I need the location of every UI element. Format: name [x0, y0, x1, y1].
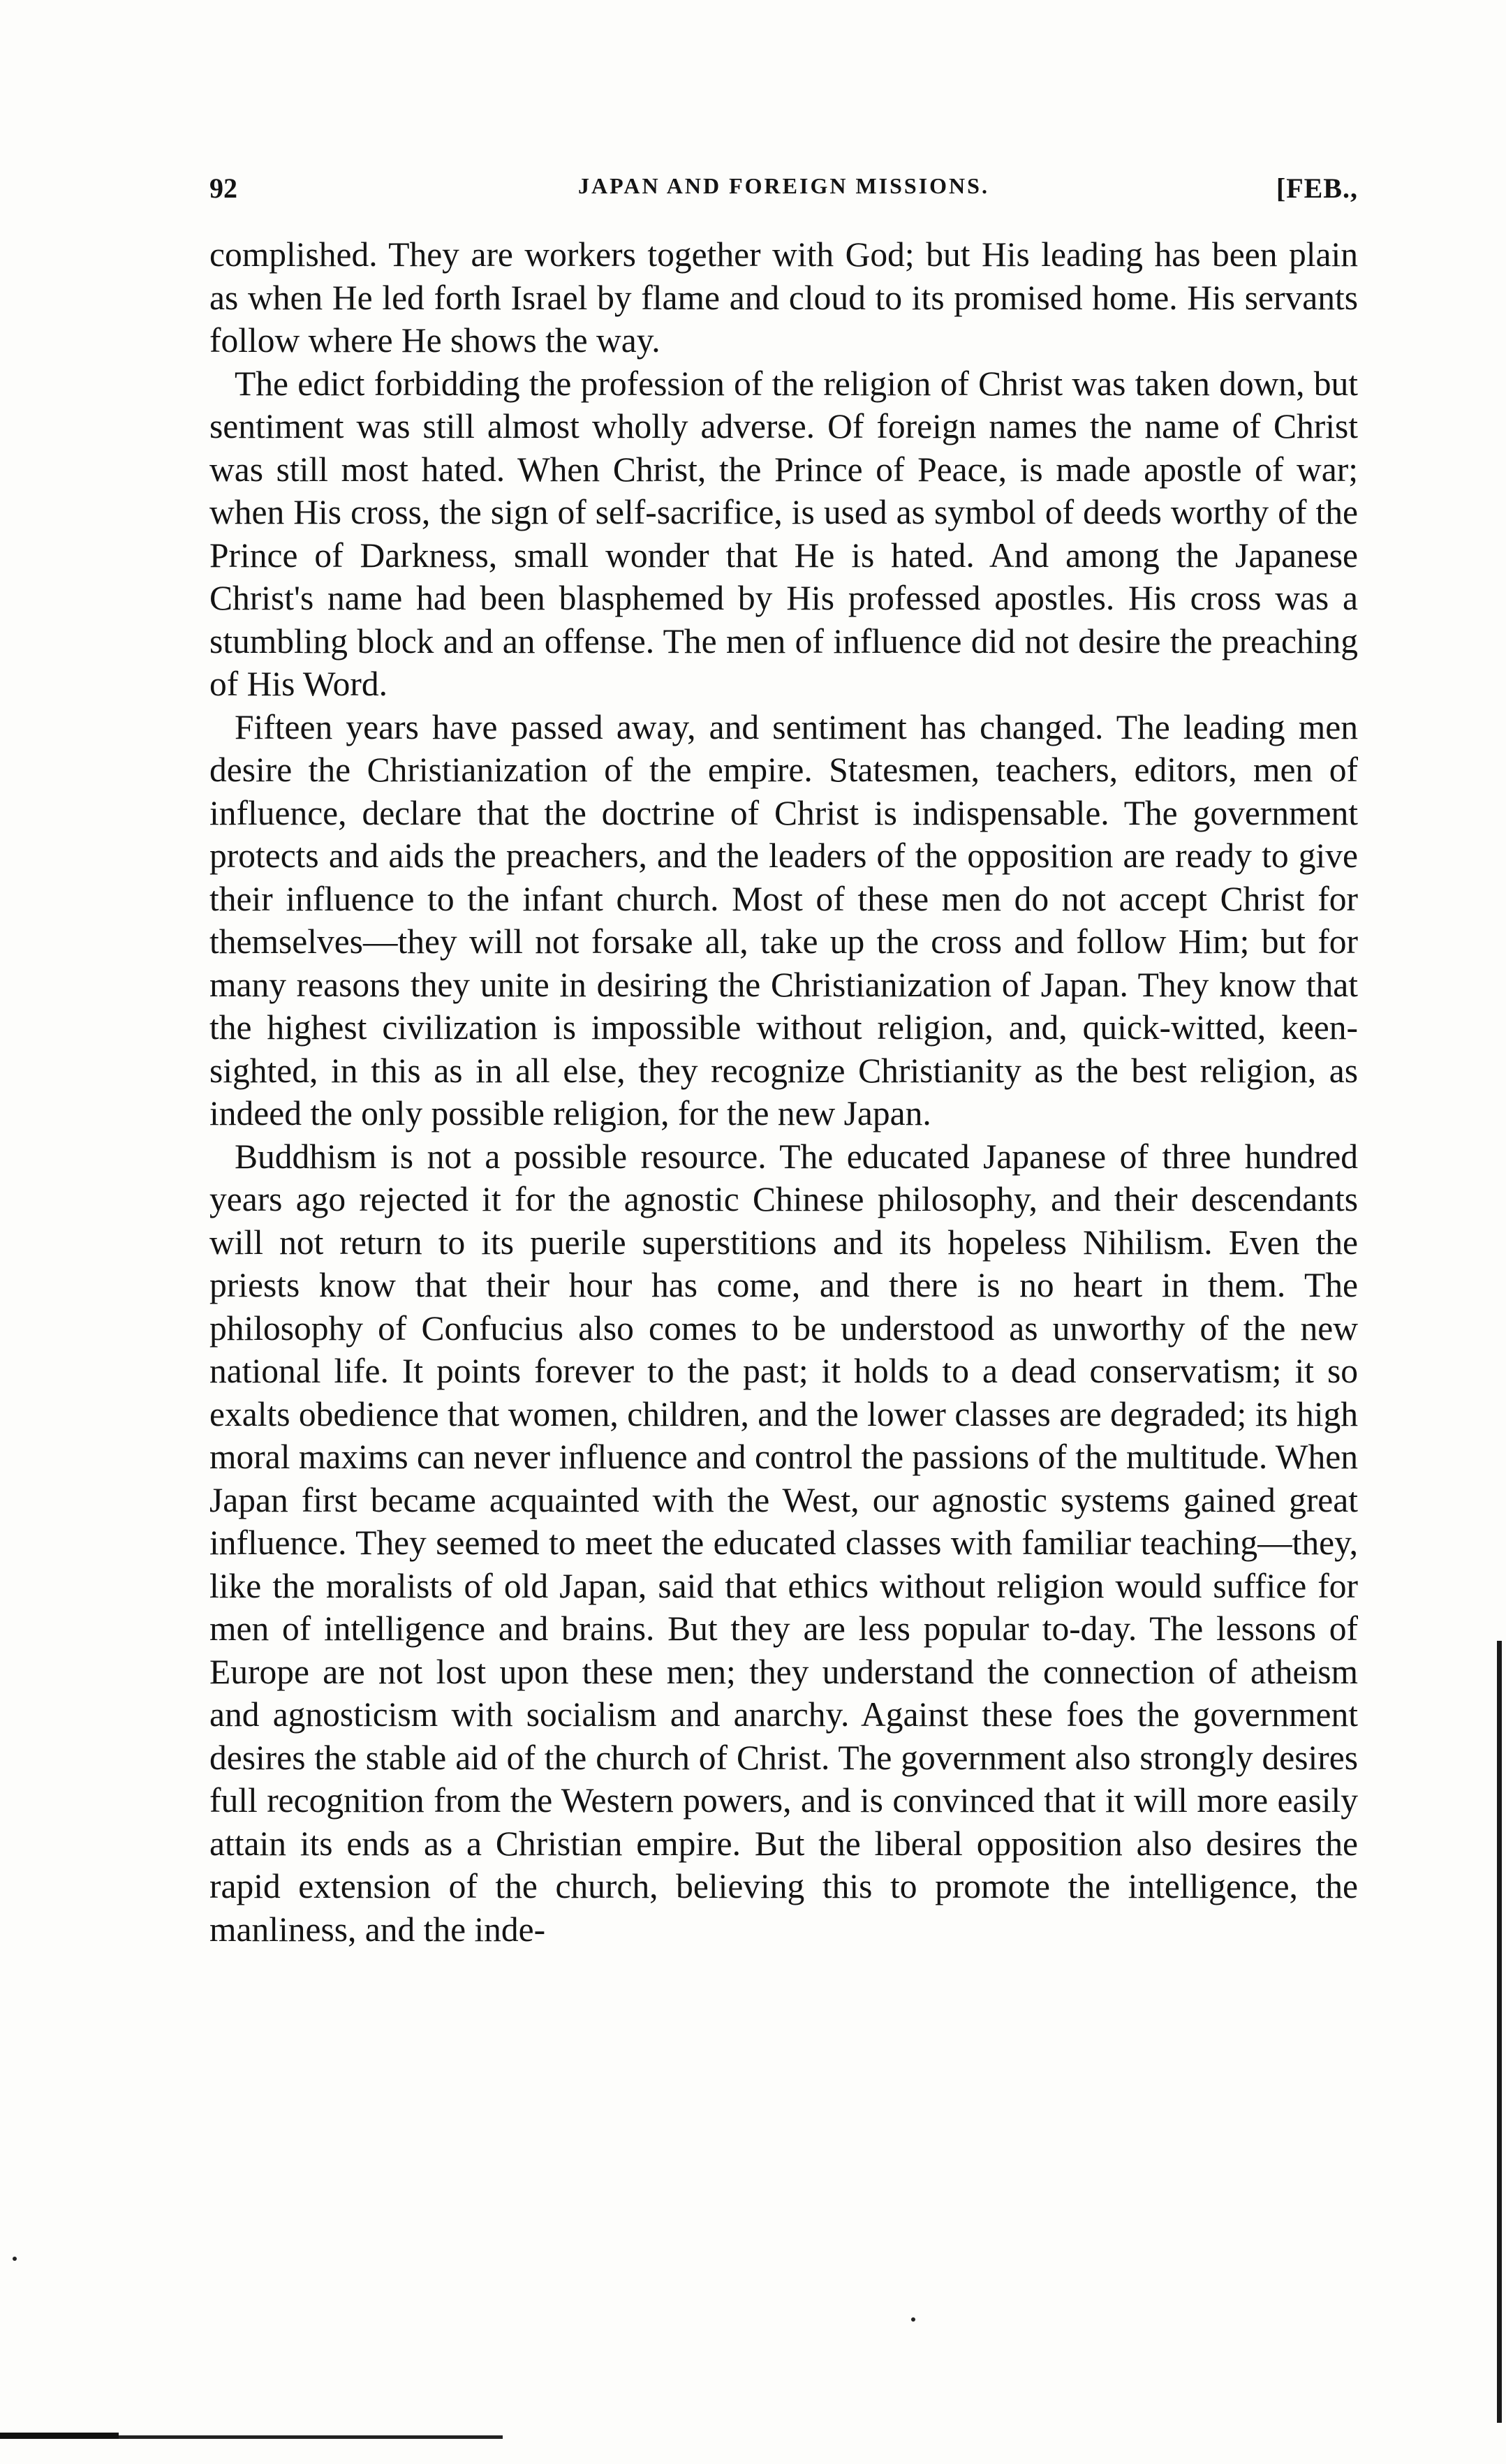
- scan-speck: [13, 2257, 17, 2261]
- running-date: [FEB.,: [1276, 172, 1358, 204]
- running-header: [209, 172, 1358, 214]
- running-title: JAPAN AND FOREIGN MISSIONS.: [578, 173, 989, 198]
- paragraph-2: The edict forbidding the profession of the religion of Christ was taken down, but sentiment was still almost wholly adverse. Of foreign names the name of Christ was still most hated. When Christ, the Prince of Peace, is made apostle of war; when His cross, the sign of self-sacrifice, is used as symbol of deeds worthy of the Prince of Darkness, small wonder that He is hated. And among the Japanese Christ's name had been blasphemed by His professed apostles. His cross was a stumbling block and an offense. The men of influence did not desire the preaching of His Word.: [209, 364, 1358, 703]
- paragraph-3: Fifteen years have passed away, and sentiment has changed. The leading men desire the Christianization of the empire. Statesmen, teachers, editors, men of influence, declare that the doctrine of Christ is indispensable. The government protects and aids the preachers, and the leaders of the opposition are ready to give their influence to the infant church. Most of these men do not accept Christ for themselves—they will not forsake all, take up the cross and follow Him; but for many reasons they unite in desiring the Christianization of Japan. They know that the highest civilization is impossible without religion, and, quick-witted, keen-sighted, in this as in all else, they recognize Christianity as the best religion, as indeed the only possible religion, for the new Japan.: [209, 707, 1358, 1133]
- paragraph-4: Buddhism is not a possible resource. The educated Japanese of three hundred years ago rejected it for the agnostic Chinese philosophy, and their descendants will not return to its puerile superstitions and its hopeless Nihilism. Even the priests know that their hour has come, and there is no heart in them. The philosophy of Confucius also comes to be understood as unworthy of the new national life. It points forever to the past; it holds to a dead conservatism; it so exalts obedience that women, children, and the lower classes are degraded; its high moral maxims can never influence and control the passions of the multitude. When Japan first became acquainted with the West, our agnostic systems gained great influence. They seemed to meet the educated classes with familiar teaching—they, like the moralists of old Japan, said that ethics without religion would suffice for men of intelligence and brains. But they are less popular to-day. The lessons of Europe are not lost upon these men; they understand the connection of atheism and agnosticism with socialism and anarchy. Against these foes the government desires the stable aid of the church of Christ. The government also strongly desires full recognition from the Western powers, and is convinced that it will more easily attain its ends as a Christian empire. But the liberal opposition also desires the rapid extension of the church, believing this to promote the intelligence, the manliness, and the inde-: [209, 1137, 1358, 1949]
- scan-edge-line: [1497, 1641, 1502, 2423]
- page-number: 92: [209, 172, 237, 204]
- scan-speck: [911, 2317, 915, 2322]
- scan-bottom-mark: [0, 2433, 119, 2439]
- paragraph-1: complished. They are workers together with God; but His leading has been plain as when He led forth Israel by flame and cloud to its promised home. His servants follow where He shows the way.: [209, 235, 1358, 360]
- body-text: [209, 233, 1358, 1951]
